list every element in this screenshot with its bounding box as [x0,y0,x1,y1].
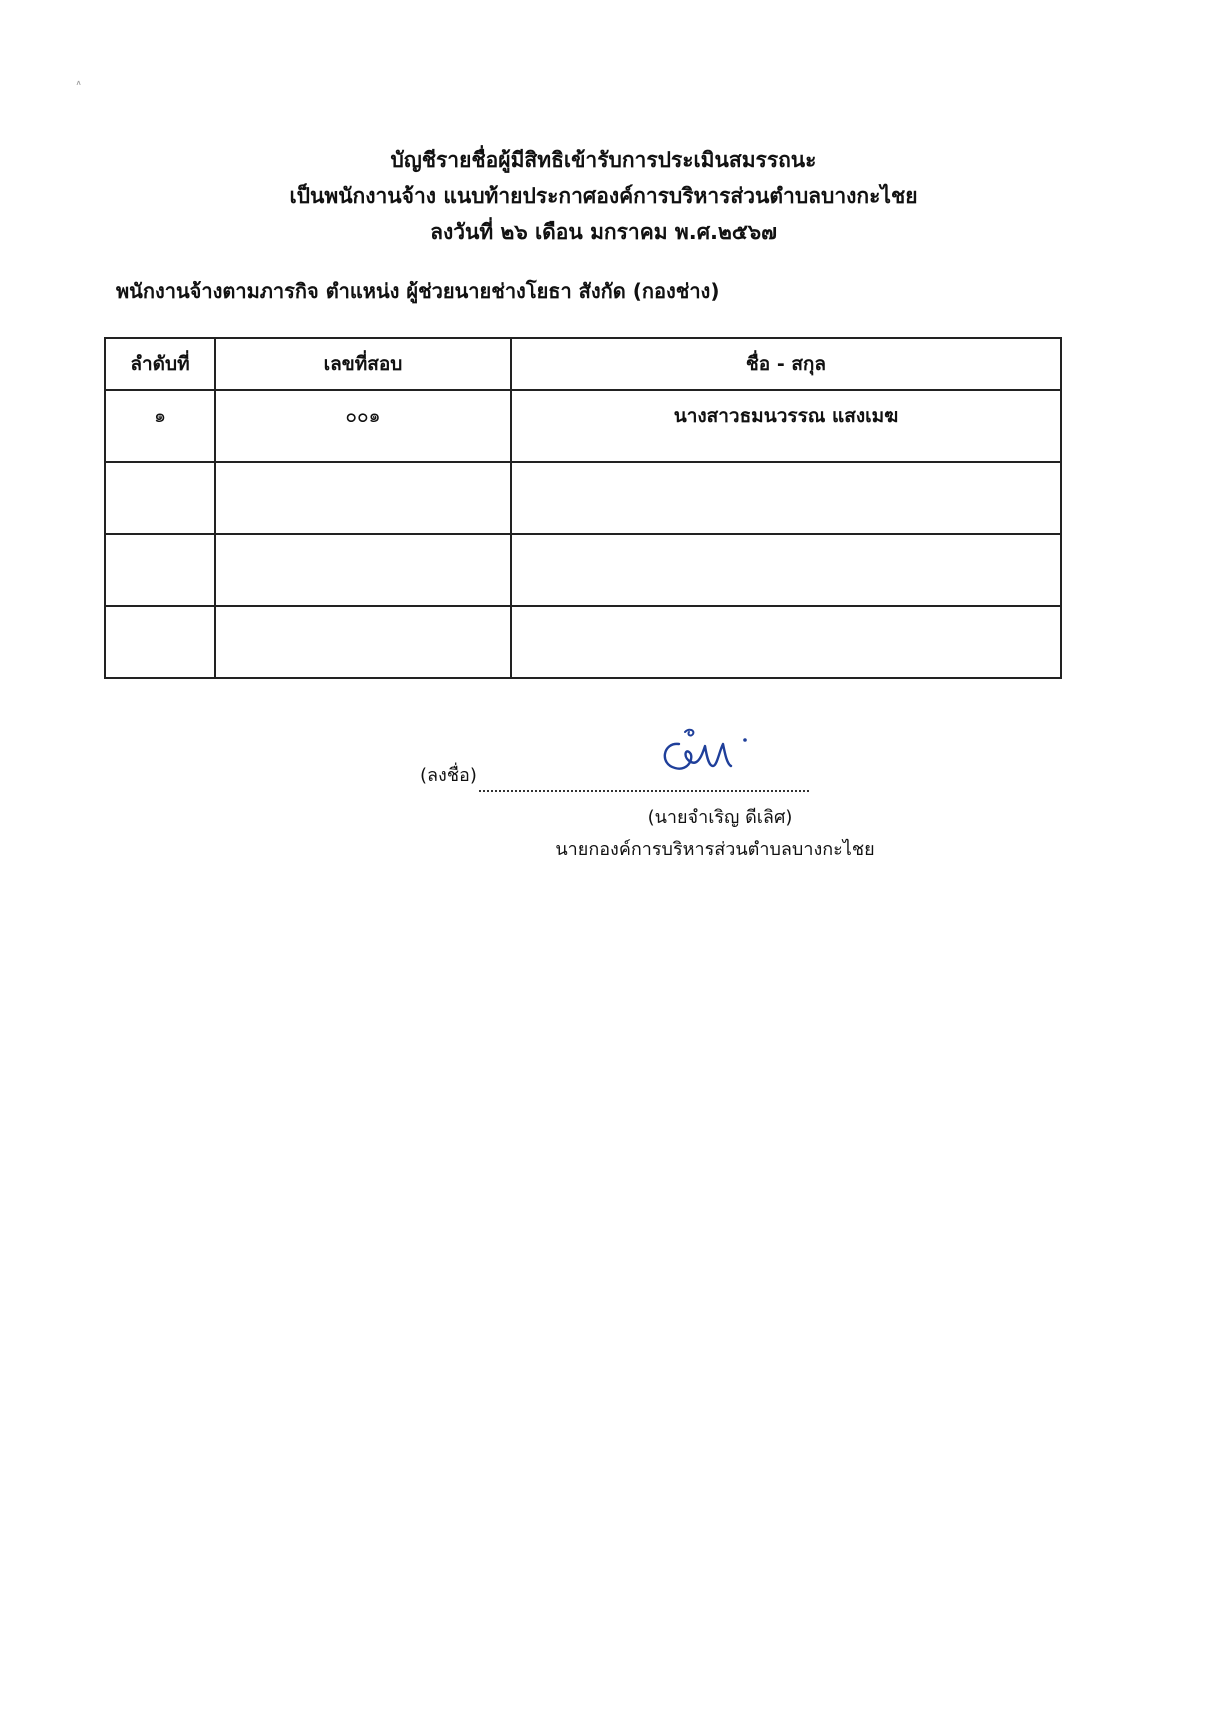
cell-seq [105,606,215,678]
signer-name: (นายจำเริญ ดีเลิศ) [647,807,793,828]
cell-name: นางสาวธมนวรรณ แสงเมฆ [511,390,1061,462]
cell-seq [105,462,215,534]
cell-seq: ๑ [105,390,215,462]
cell-seq [105,534,215,606]
table-header-row [105,338,1061,390]
cell-name [511,462,1061,534]
signature-dotted-line [479,768,809,792]
table-row [105,606,1061,678]
handwritten-signature [649,722,759,782]
table-row [105,390,1061,462]
title-line-2: เป็นพนักงานจ้าง แนบท้ายประกาศองค์การบริหารส่วนตำบลบางกะไชย [289,184,918,208]
scan-corner-mark: ៱ [76,74,82,88]
cell-exam-no: ๐๐๑ [215,390,511,462]
cell-name [511,606,1061,678]
signer-title: นายกองค์การบริหารส่วนตำบลบางกะไชย [555,839,875,860]
column-header-exam-no: เลขที่สอบ [215,338,511,390]
cell-exam-no [215,606,511,678]
cell-name [511,534,1061,606]
table-row [105,534,1061,606]
position-heading: พนักงานจ้างตามภารกิจ ตำแหน่ง ผู้ช่วยนายช่างโยธา สังกัด (กองช่าง) [116,279,720,303]
candidate-table [104,337,1062,679]
sign-label: (ลงชื่อ) [420,765,477,786]
cell-exam-no [215,462,511,534]
column-header-seq: ลำดับที่ [105,338,215,390]
title-line-1: บัญชีรายชื่อผู้มีสิทธิเข้ารับการประเมินสมรรถนะ [390,148,817,172]
cell-exam-no [215,534,511,606]
document-title [0,142,1207,250]
table-row [105,462,1061,534]
title-line-3: ลงวันที่ ๒๖ เดือน มกราคม พ.ศ.๒๕๖๗ [430,220,777,244]
signature-line [420,760,900,792]
column-header-name: ชื่อ - สกุล [511,338,1061,390]
signature-block [420,760,900,866]
